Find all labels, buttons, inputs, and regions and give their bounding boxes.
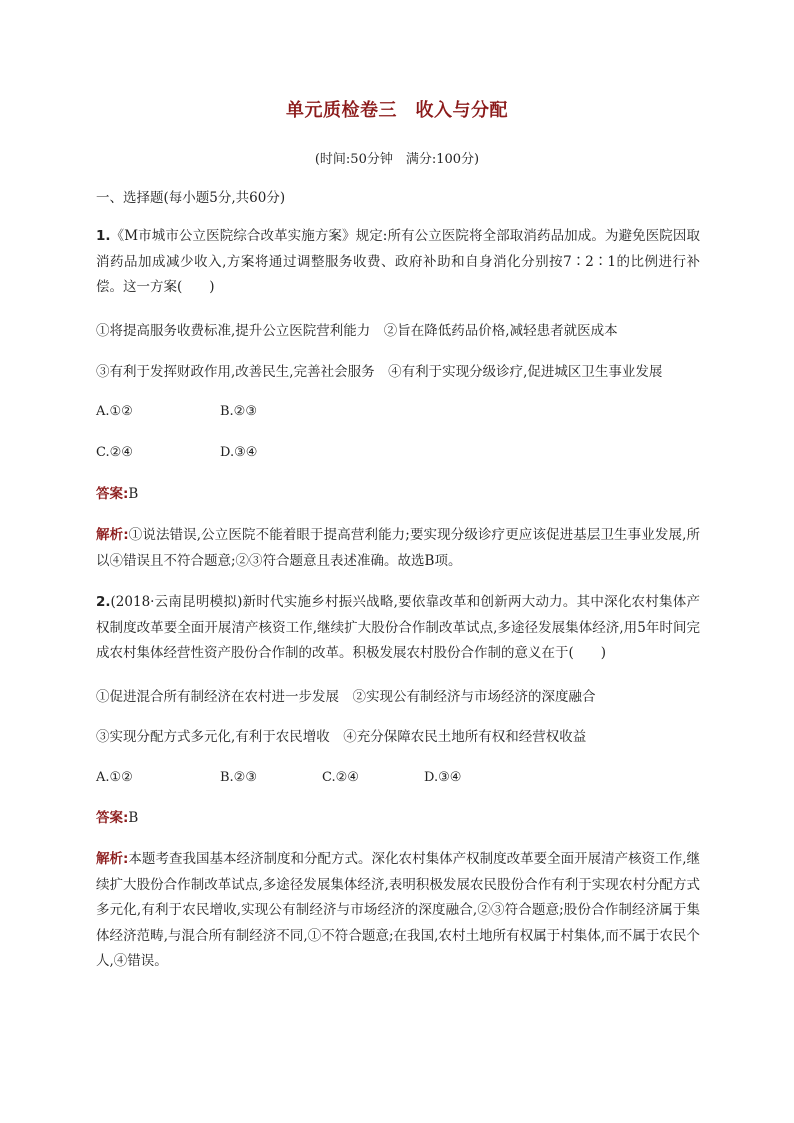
question-1-option-c[interactable]: C.②④ — [96, 445, 133, 460]
question-1-stem — [96, 224, 700, 301]
answer-value: B — [128, 810, 139, 826]
question-2-analysis — [96, 847, 700, 975]
question-2-stem — [96, 590, 700, 667]
question-2-answer — [96, 806, 700, 830]
answer-label: 答案: — [96, 486, 129, 502]
section-heading: 一、选择题(每小题5分,共60分) — [96, 190, 286, 206]
question-1-option-d[interactable]: D.③④ — [220, 445, 258, 460]
question-1-option-a[interactable]: A.①② — [96, 404, 133, 419]
analysis-text: ①说法错误,公立医院不能着眼于提高营利能力;要实现分级诊疗更应该促进基层卫生事业发展,所以④错误且不符合题意;②③符合题意且表述准确。故选B项。 — [96, 527, 700, 569]
analysis-label: 解析: — [96, 527, 129, 543]
answer-label: 答案: — [96, 810, 129, 826]
question-2-option-c[interactable]: C.②④ — [322, 770, 359, 785]
question-1-option-b[interactable]: B.②③ — [220, 404, 257, 419]
question-1-number: 1. — [96, 228, 111, 244]
question-2-option-b[interactable]: B.②③ — [220, 770, 257, 785]
analysis-label: 解析: — [96, 851, 129, 867]
question-2-items-line-2: ③实现分配方式多元化,有利于农民增收 ④充分保障农民土地所有权和经营权收益 — [96, 729, 587, 745]
question-1-analysis — [96, 523, 700, 574]
question-1-text: 《M市城市公立医院综合改革实施方案》规定:所有公立医院将全部取消药品加成。为避免医院因取消药品加成减少收入,方案将通过调整服务收费、政府补助和自身消化分别按7∶2∶1的比例进行补偿。这一方案( ) — [96, 228, 700, 295]
question-2-text: (2018·云南昆明模拟)新时代实施乡村振兴战略,要依靠改革和创新两大动力。其中深化农村集体产权制度改革要全面开展清产核资工作,继续扩大股份合作制改革试点,多途径发展集体经济,用5年时间完成农村集体经营性资产股份合作制的改革。积极发展农村股份合作制的意义在于( ) — [96, 594, 700, 661]
answer-value: B — [128, 486, 139, 502]
page-title: 单元质检卷三 收入与分配 — [286, 100, 508, 121]
question-1-items-line-1: ①将提高服务收费标准,提升公立医院营利能力 ②旨在降低药品价格,减轻患者就医成本 — [96, 323, 618, 339]
question-2-option-a[interactable]: A.①② — [96, 770, 133, 785]
question-2-items-line-1: ①促进混合所有制经济在农村进一步发展 ②实现公有制经济与市场经济的深度融合 — [96, 689, 596, 705]
analysis-text: 本题考查我国基本经济制度和分配方式。深化农村集体产权制度改革要全面开展清产核资工作,继续扩大股份合作制改革试点,多途径发展集体经济,表明积极发展农民股份合作有利于实现农村分配方式多元化,有利于农民增收,实现公有制经济与市场经济的深度融合,②③符合题意;股份合作制经济属于集体经济范畴,与混合所有制经济不同,①不符合题意;在我国,农村土地所有权属于村集体,而不属于农民个人,④错误。 — [96, 851, 700, 969]
question-2-option-d[interactable]: D.③④ — [424, 770, 462, 785]
question-1-items-line-2: ③有利于发挥财政作用,改善民生,完善社会服务 ④有利于实现分级诊疗,促进城区卫生事业发展 — [96, 364, 663, 380]
question-1-answer — [96, 482, 700, 506]
exam-info: (时间:50分钟 满分:100分) — [314, 152, 480, 167]
question-2-number: 2. — [96, 594, 111, 610]
